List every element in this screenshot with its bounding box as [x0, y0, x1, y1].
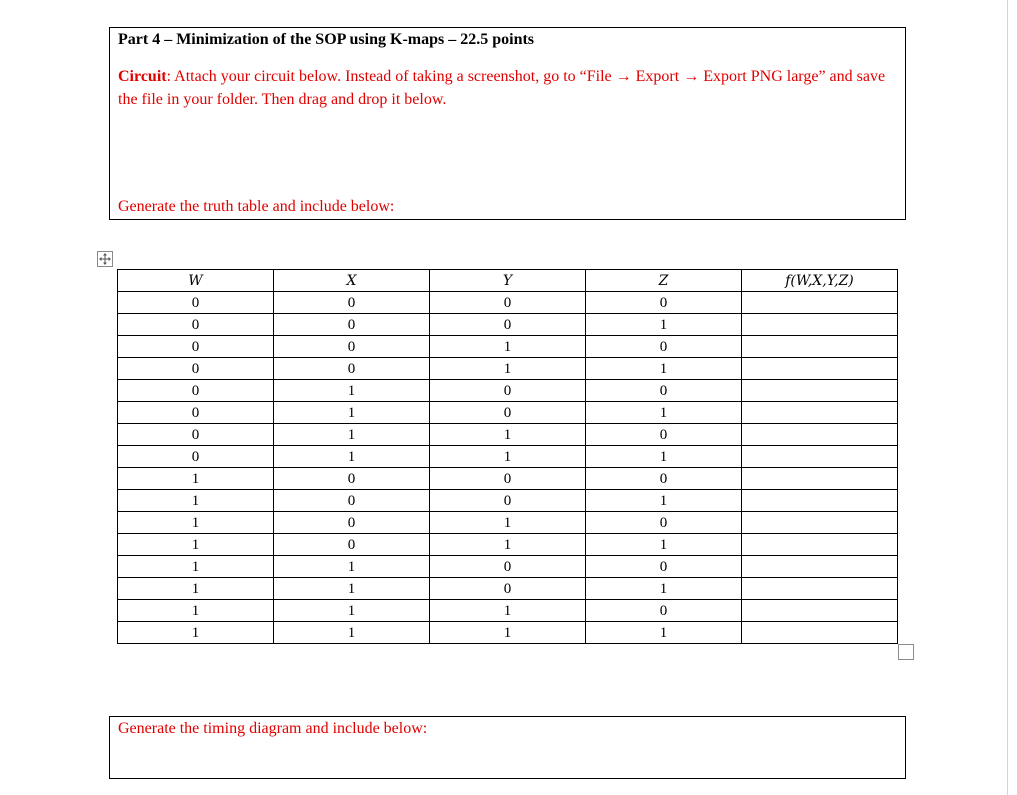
- table-row: [118, 380, 898, 402]
- header-w: W: [118, 270, 274, 292]
- table-row: [118, 468, 898, 490]
- table-row: [118, 446, 898, 468]
- cell-z: 0: [586, 424, 742, 446]
- cell-x: 0: [274, 358, 430, 380]
- timing-diagram-prompt: Generate the timing diagram and include below:: [118, 720, 428, 737]
- cell-w: 0: [118, 336, 274, 358]
- cell-z: 0: [586, 512, 742, 534]
- cell-y: 1: [430, 336, 586, 358]
- cell-w: 1: [118, 490, 274, 512]
- table-row: [118, 556, 898, 578]
- cell-y: 0: [430, 490, 586, 512]
- cell-z: 1: [586, 358, 742, 380]
- cell-y: 1: [430, 446, 586, 468]
- truth-table: [117, 269, 898, 644]
- cell-f[interactable]: [742, 490, 898, 512]
- cell-x: 1: [274, 578, 430, 600]
- cell-y: 1: [430, 600, 586, 622]
- table-row: [118, 534, 898, 556]
- cell-z: 1: [586, 578, 742, 600]
- table-row: [118, 402, 898, 424]
- cell-y: 0: [430, 468, 586, 490]
- cell-f[interactable]: [742, 534, 898, 556]
- cell-z: 1: [586, 534, 742, 556]
- table-row: [118, 336, 898, 358]
- cell-f[interactable]: [742, 600, 898, 622]
- cell-x: 1: [274, 446, 430, 468]
- table-row: [118, 512, 898, 534]
- cell-y: 0: [430, 292, 586, 314]
- cell-z: 1: [586, 402, 742, 424]
- cell-w: 0: [118, 358, 274, 380]
- cell-y: 0: [430, 402, 586, 424]
- cell-w: 0: [118, 314, 274, 336]
- cell-z: 1: [586, 314, 742, 336]
- cell-x: 1: [274, 556, 430, 578]
- cell-x: 0: [274, 292, 430, 314]
- move-handle-icon[interactable]: [97, 251, 113, 267]
- cell-f[interactable]: [742, 468, 898, 490]
- cell-f[interactable]: [742, 424, 898, 446]
- table-row: [118, 600, 898, 622]
- header-y: Y: [430, 270, 586, 292]
- cell-x: 0: [274, 512, 430, 534]
- cell-f[interactable]: [742, 556, 898, 578]
- cell-w: 1: [118, 534, 274, 556]
- cell-w: 0: [118, 292, 274, 314]
- resize-handle-icon[interactable]: [898, 644, 914, 660]
- cell-z: 1: [586, 490, 742, 512]
- cell-x: 0: [274, 314, 430, 336]
- table-row: [118, 490, 898, 512]
- cell-w: 0: [118, 380, 274, 402]
- cell-f[interactable]: [742, 622, 898, 644]
- cell-y: 0: [430, 578, 586, 600]
- header-f: f(W,X,Y,Z): [742, 270, 898, 292]
- cell-y: 0: [430, 556, 586, 578]
- cell-z: 0: [586, 468, 742, 490]
- cell-w: 1: [118, 512, 274, 534]
- cell-x: 0: [274, 534, 430, 556]
- table-row: [118, 578, 898, 600]
- cell-z: 0: [586, 600, 742, 622]
- cell-z: 0: [586, 556, 742, 578]
- cell-w: 0: [118, 402, 274, 424]
- cell-z: 0: [586, 380, 742, 402]
- cell-f[interactable]: [742, 314, 898, 336]
- cell-z: 0: [586, 336, 742, 358]
- header-z: Z: [586, 270, 742, 292]
- table-row: [118, 358, 898, 380]
- cell-x: 1: [274, 380, 430, 402]
- cell-y: 1: [430, 622, 586, 644]
- cell-x: 0: [274, 336, 430, 358]
- cell-w: 1: [118, 468, 274, 490]
- cell-y: 1: [430, 534, 586, 556]
- header-x: X: [274, 270, 430, 292]
- timing-diagram-box[interactable]: [109, 716, 906, 779]
- cell-y: 0: [430, 380, 586, 402]
- cell-w: 1: [118, 556, 274, 578]
- cell-w: 1: [118, 578, 274, 600]
- table-row: [118, 424, 898, 446]
- cell-x: 1: [274, 402, 430, 424]
- cell-x: 1: [274, 424, 430, 446]
- cell-f[interactable]: [742, 402, 898, 424]
- page-edge: [1007, 0, 1008, 795]
- truth-table-prompt: Generate the truth table and include below:: [118, 198, 395, 215]
- circuit-label: Circuit: [118, 68, 167, 85]
- cell-y: 1: [430, 512, 586, 534]
- cell-f[interactable]: [742, 578, 898, 600]
- truth-table-header-row: [118, 270, 898, 292]
- table-row: [118, 622, 898, 644]
- circuit-instructions: [118, 65, 903, 111]
- cell-y: 1: [430, 424, 586, 446]
- cell-w: 0: [118, 446, 274, 468]
- cell-f[interactable]: [742, 358, 898, 380]
- circuit-text: : Attach your circuit below. Instead of taking a screenshot, go to “File → Export → Export PNG large” and save the file in your folder. Then drag and drop it below.: [118, 68, 886, 108]
- cell-f[interactable]: [742, 336, 898, 358]
- cell-z: 1: [586, 446, 742, 468]
- part-title: Part 4 – Minimization of the SOP using K-maps – 22.5 points: [118, 31, 535, 48]
- cell-x: 1: [274, 600, 430, 622]
- cell-f[interactable]: [742, 380, 898, 402]
- table-row: [118, 292, 898, 314]
- cell-w: 1: [118, 622, 274, 644]
- cell-f[interactable]: [742, 446, 898, 468]
- cell-w: 0: [118, 424, 274, 446]
- cell-y: 0: [430, 314, 586, 336]
- cell-w: 1: [118, 600, 274, 622]
- part-4-box[interactable]: [109, 27, 906, 220]
- table-row: [118, 314, 898, 336]
- cell-f[interactable]: [742, 292, 898, 314]
- cell-f[interactable]: [742, 512, 898, 534]
- cell-x: 0: [274, 468, 430, 490]
- cell-z: 0: [586, 292, 742, 314]
- cell-x: 1: [274, 622, 430, 644]
- cell-y: 1: [430, 358, 586, 380]
- cell-z: 1: [586, 622, 742, 644]
- cell-x: 0: [274, 490, 430, 512]
